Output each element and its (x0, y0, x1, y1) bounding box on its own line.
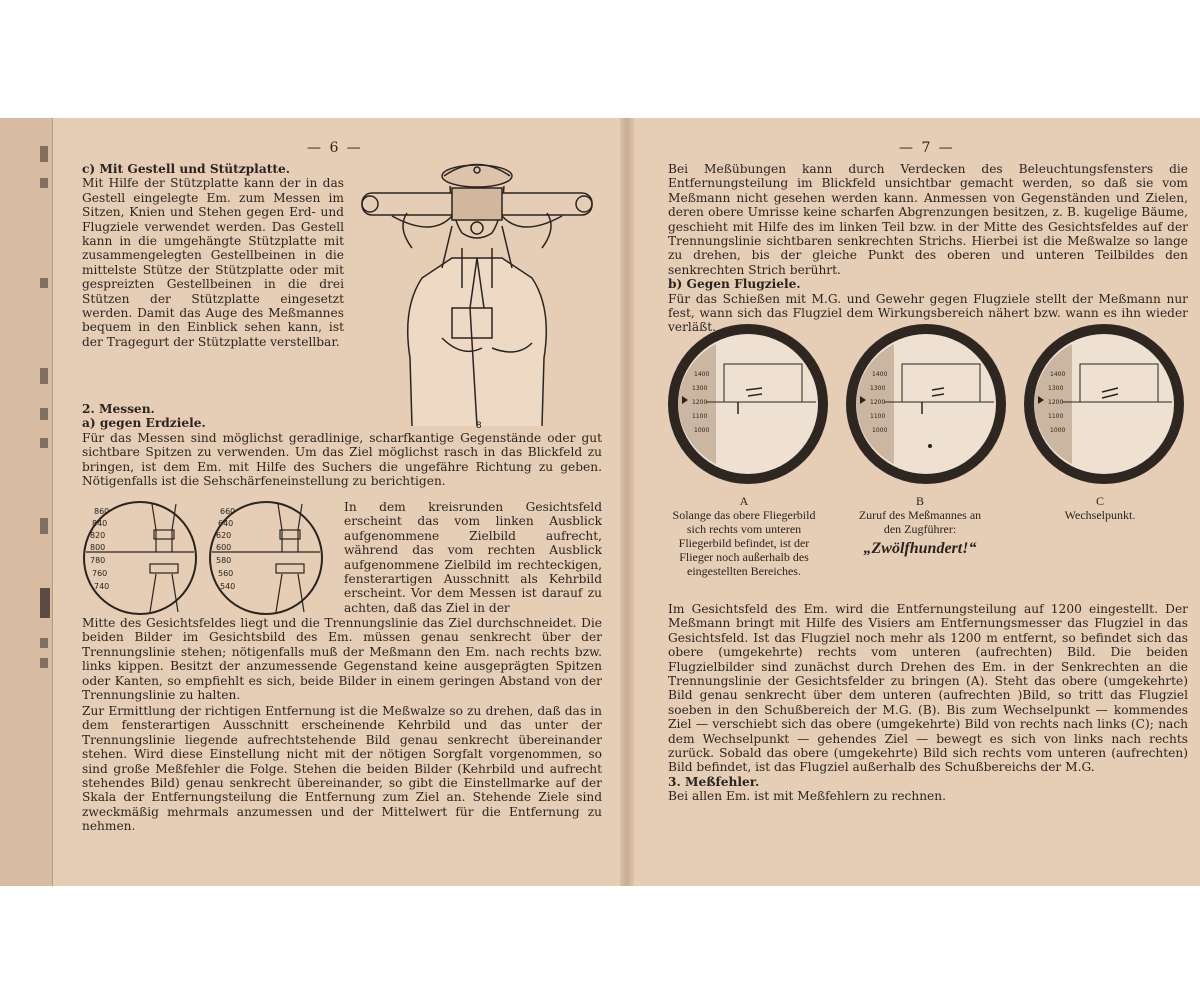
scale-c-label: 1000 (1050, 427, 1066, 434)
scale1-label: 840 (92, 519, 108, 528)
scale-a-label: 1400 (694, 371, 710, 378)
scale1-label: 860 (94, 507, 110, 516)
scale2-label: 620 (216, 531, 232, 540)
soldier-illustration (352, 158, 602, 430)
scale-a-label: 1000 (694, 427, 710, 434)
caption-a-letter: A (739, 494, 749, 508)
scale1-label: 800 (90, 543, 106, 552)
scale-c-label: 1100 (1048, 413, 1064, 420)
scale-a-label: 1200 (692, 399, 708, 406)
heading-a: a) gegen Erdziele. (82, 416, 206, 431)
previous-page-edge (0, 118, 53, 886)
reticle-diagrams (80, 500, 330, 616)
section-top (668, 162, 1188, 335)
scale-a-label: 1300 (692, 385, 708, 392)
paragraph-a2: In dem kreisrunden Gesichtsfeld erscheint das vom linken Ausblick aufgenommene Zielbild aufrecht, während das vom rechten Ausblick aufgenommene Zielbild im rechteckigen, fensterartigen Ausschnitt als Kehrbild erscheint. Vor dem Messen ist darauf zu achten, daß das Ziel in der (344, 500, 602, 615)
scale-c-label: 1200 (1048, 399, 1064, 406)
scale2-label: 600 (216, 543, 232, 552)
caption-c (1030, 494, 1170, 522)
scale1-label: 760 (92, 569, 108, 578)
page-7 (634, 118, 1200, 886)
scale-a-label: 1100 (692, 413, 708, 420)
caption-b (850, 494, 990, 556)
page-number: — 7 — (899, 140, 955, 156)
paragraph-c: Mit Hilfe der Stützplatte kann der in das Gestell eingelegte Em. zum Messen im Sitzen, Knien und Stehen gegen Erd- und Flugziele verwendet werden. Das Gestell kann in die umgehängte Stützplatte mit zusammengelegten Gestellbeinen in die mittelste Stütze der Stützplatte oder mit gespreizten Gestellbeinen in die drei Stützen der Stützplatte eingesetzt werden. Damit das Auge des Meßmannes bequem in den Einblick sehen kann, ist der Tragegurt der Stützplatte verstellbar. (82, 176, 344, 349)
scale-b-label: 1200 (870, 399, 886, 406)
section-c (82, 162, 344, 349)
heading-3: 3. Meßfehler. (668, 774, 760, 789)
scale-b-label: 1300 (870, 385, 886, 392)
caption-b-text: Zuruf des Meßmannes an den Zugführer: (858, 508, 982, 536)
caption-c-letter: C (1095, 494, 1104, 508)
caption-c-text: Wechselpunkt. (1064, 508, 1136, 522)
caption-b-letter: B (915, 494, 924, 508)
heading-b: b) Gegen Flugziele. (668, 277, 801, 292)
field-of-view-diagrams (666, 318, 1200, 498)
paragraph-b2: Im Gesichtsfeld des Em. wird die Entfernungsteilung auf 1200 eingestellt. Der Meßmann bringt mit Hilfe des Visiers am Entfernungsmesser das Flugziel in das Gesichtsfeld. Ist das Flugziel noch mehr als 1200 m entfernt, so befindet sich das obere (umgekehrte) rechts vom unteren (aufrechten) Bild. Die beiden Flugzielbilder sind zunächst durch Drehen des Em. in der Senkrechten an die Trennungslinie der Gesichtsfelder zu bringen (A). Steht das obere (umgekehrte) Bild genau senkrecht über dem unteren (aufrechten )Bild, so tritt das Flugziel soeben in den Schußbereich der M.G. (B). Bis zum Wechselpunkt — kommendes Ziel — verschiebt sich das obere (umgekehrte) Bild von rechts nach links (C); nach dem Wechselpunkt — gehendes Ziel — bewegt es sich von links nach rechts zurück. Sobald das obere (umgekehrte) Bild sich rechts vom unteren (aufrechten) Bild befindet, ist das Flugziel außerhalb des Schußbereichs der M.G. (668, 602, 1188, 775)
scale-b-label: 1400 (872, 371, 888, 378)
paragraph-a1: Für das Messen sind möglichst geradlinige, scharfkantige Gegenstände oder gut sichtbare Spitzen zu verwenden. Um das Ziel möglichst rasch in das Blickfeld zu bringen, ist dem Em. mit Hilfe des Suchers die ungefähre Richtung zu geben. Nötigenfalls ist die Sehschärfeneinstellung zu berichtigen. (82, 430, 602, 489)
fov-b (846, 324, 1006, 484)
paragraph-top: Bei Meßübungen kann durch Verdecken des Beleuchtungsfensters die Entfernungsteilung im Blickfeld unsichtbar gemacht werden, so daß sie vom Meßmann nicht gesehen werden kann. Anmessen von Gegenständen und Zielen, deren obere Umrisse keine scharfen Abgrenzungen besitzen, z. B. kugelige Bäume, geschieht mit Hilfe des im linken Teil bzw. in der Mitte des Gesichtsfeldes auf der Trennungslinie sichtbaren senkrechten Strichs. Hierbei ist die Meßwalze so lange zu drehen, bis der gleiche Punkt des oberen und unteren Teilbildes den senkrechten Strich berührt. (668, 162, 1188, 277)
caption-a (664, 494, 824, 578)
paragraph-b1: Für das Schießen mit M.G. und Gewehr gegen Flugziele stellt der Meßmann nur fest, wann sich das Flugziel dem Wirkungsbereich nähert bzw. wann es ihn wieder verläßt. (668, 291, 1188, 335)
scale2-label: 640 (218, 519, 234, 528)
scale2-label: 580 (216, 556, 232, 565)
paragraph-3: Bei allen Em. ist mit Meßfehlern zu rechnen. (668, 789, 946, 804)
scale1-label: 740 (94, 582, 110, 591)
fov-a (668, 324, 828, 484)
section-2 (82, 402, 602, 488)
scale-b-label: 1100 (870, 413, 886, 420)
heading-2: 2. Messen. (82, 402, 155, 416)
scale-c-label: 1400 (1050, 371, 1066, 378)
heading-c: c) Mit Gestell und Stützplatte. (82, 162, 290, 176)
page-6 (52, 118, 620, 886)
caption-b-call: „Zwölfhundert!“ (863, 540, 977, 557)
scale-c-label: 1300 (1048, 385, 1064, 392)
section-b2 (668, 602, 1188, 804)
scale2-label: 660 (220, 507, 236, 516)
paragraph-a4: Zur Ermittlung der richtigen Entfernung ist die Meßwalze so zu drehen, daß das in dem fensterartigen Ausschnitt erscheinende Kehrbild und das unter der Trennungslinie liegende aufrechtstehende Bild genau senkrecht übereinander stehen. Wird diese Einstellung nicht mit der nötigen Sorgfalt vorgenommen, so sind große Meßfehler die Folge. Stehen die beiden Bilder (Kehrbild und aufrecht stehendes Bild) genau senkrecht übereinander, so gibt die Einstellmarke auf der Skala der Entfernungsteilung die Entfernung zum Ziel an. Stehende Ziele sind zweckmäßig mehrmals anzumessen und der Mittelwert für die Entfernung zu nehmen. (82, 704, 602, 834)
scale1-label: 780 (90, 556, 106, 565)
scale1-label: 820 (90, 531, 106, 540)
scale-b-label: 1000 (872, 427, 888, 434)
scale2-label: 540 (220, 582, 236, 591)
fov-c (1024, 324, 1184, 484)
caption-a-text: Solange das obere Fliegerbild sich rechts vom unteren Fliegerbild befindet, ist der Flieger noch außerhalb des eingestellten Bereiches. (672, 508, 816, 578)
figure-number: 8 (476, 421, 482, 430)
scale2-label: 560 (218, 569, 234, 578)
book-gutter (620, 118, 634, 886)
page-number: — 6 — (307, 140, 363, 156)
paragraph-a3: Mitte des Gesichtsfeldes liegt und die Trennungslinie das Ziel durchschneidet. Die beiden Bilder im Gesichtsbild des Em. müssen genau senkrecht über der Trennungslinie stehen; nötigenfalls muß der Meßmann den Em. nach rechts bzw. links kippen. Besitzt der anzumessende Gegenstand keine ausgeprägten Spitzen oder Kanten, so empfiehlt es sich, beide Bilder in einem geringen Abstand von der Trennungslinie zu halten. (82, 616, 602, 703)
